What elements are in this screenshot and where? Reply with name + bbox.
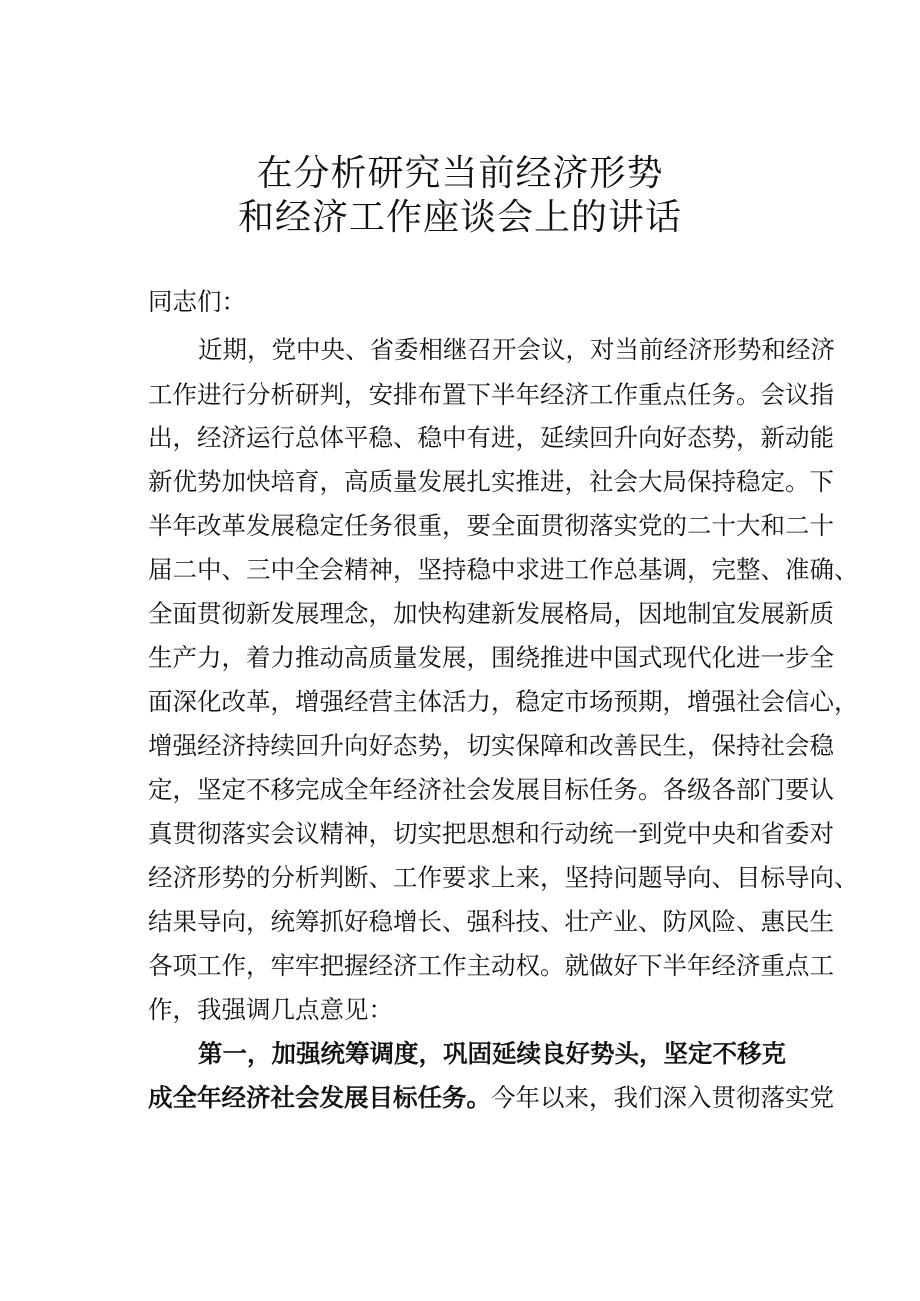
- body-line-6: 届二中、三中全会精神，坚持稳中求进工作总基调，完整、准确、: [148, 555, 859, 584]
- section-1-heading-bold: 成全年经济社会发展目标任务。: [148, 1083, 491, 1112]
- body-line-8: 生产力，着力推动高质量发展，围绕推进中国式现代化进一步全: [148, 643, 834, 672]
- document-title-line-2: 和经济工作座谈会上的讲话: [237, 197, 682, 238]
- body-line-15: 各项工作，牢牢把握经济工作主动权。就做好下半年经济重点工: [148, 951, 834, 980]
- body-line-14: 结果导向，统筹抓好稳增长、强科技、壮产业、防风险、惠民生: [148, 907, 834, 936]
- body-line-10: 增强经济持续回升向好态势，切实保障和改善民生，保持社会稳: [148, 731, 834, 760]
- section-1-body-start: 今年以来，我们深入贯彻落实党: [491, 1083, 834, 1112]
- body-line-7: 全面贯彻新发展理念，加快构建新发展格局，因地制宜发展新质: [148, 599, 834, 628]
- body-line-4: 新优势加快培育，高质量发展扎实推进，社会大局保持稳定。下: [148, 467, 834, 496]
- body-line-1: 近期，党中央、省委相继召开会议，对当前经济形势和经济: [198, 335, 835, 364]
- body-line-16: 作，我强调几点意见：: [148, 995, 393, 1024]
- body-line-11: 定，坚定不移完成全年经济社会发展目标任务。各级各部门要认: [148, 775, 834, 804]
- body-line-13: 经济形势的分析判断、工作要求上来，坚持问题导向、目标导向、: [148, 863, 859, 892]
- body-line-12: 真贯彻落实会议精神，切实把思想和行动统一到党中央和省委对: [148, 819, 834, 848]
- document-title-line-1: 在分析研究当前经济形势: [256, 153, 664, 194]
- body-line-3: 出，经济运行总体平稳、稳中有进，延续回升向好态势，新动能: [148, 423, 834, 452]
- section-1-heading-line-1: 第一，加强统筹调度，巩固延续良好势头，坚定不移克: [198, 1039, 786, 1068]
- body-line-5: 半年改革发展稳定任务很重，要全面贯彻落实党的二十大和二十: [148, 511, 834, 540]
- section-1-heading-line-2: [148, 1083, 834, 1113]
- body-line-9: 面深化改革，增强经营主体活力，稳定市场预期，增强社会信心，: [148, 687, 859, 716]
- salutation: 同志们：: [148, 287, 246, 316]
- body-line-2: 工作进行分析研判，安排布置下半年经济工作重点任务。会议指: [148, 380, 834, 409]
